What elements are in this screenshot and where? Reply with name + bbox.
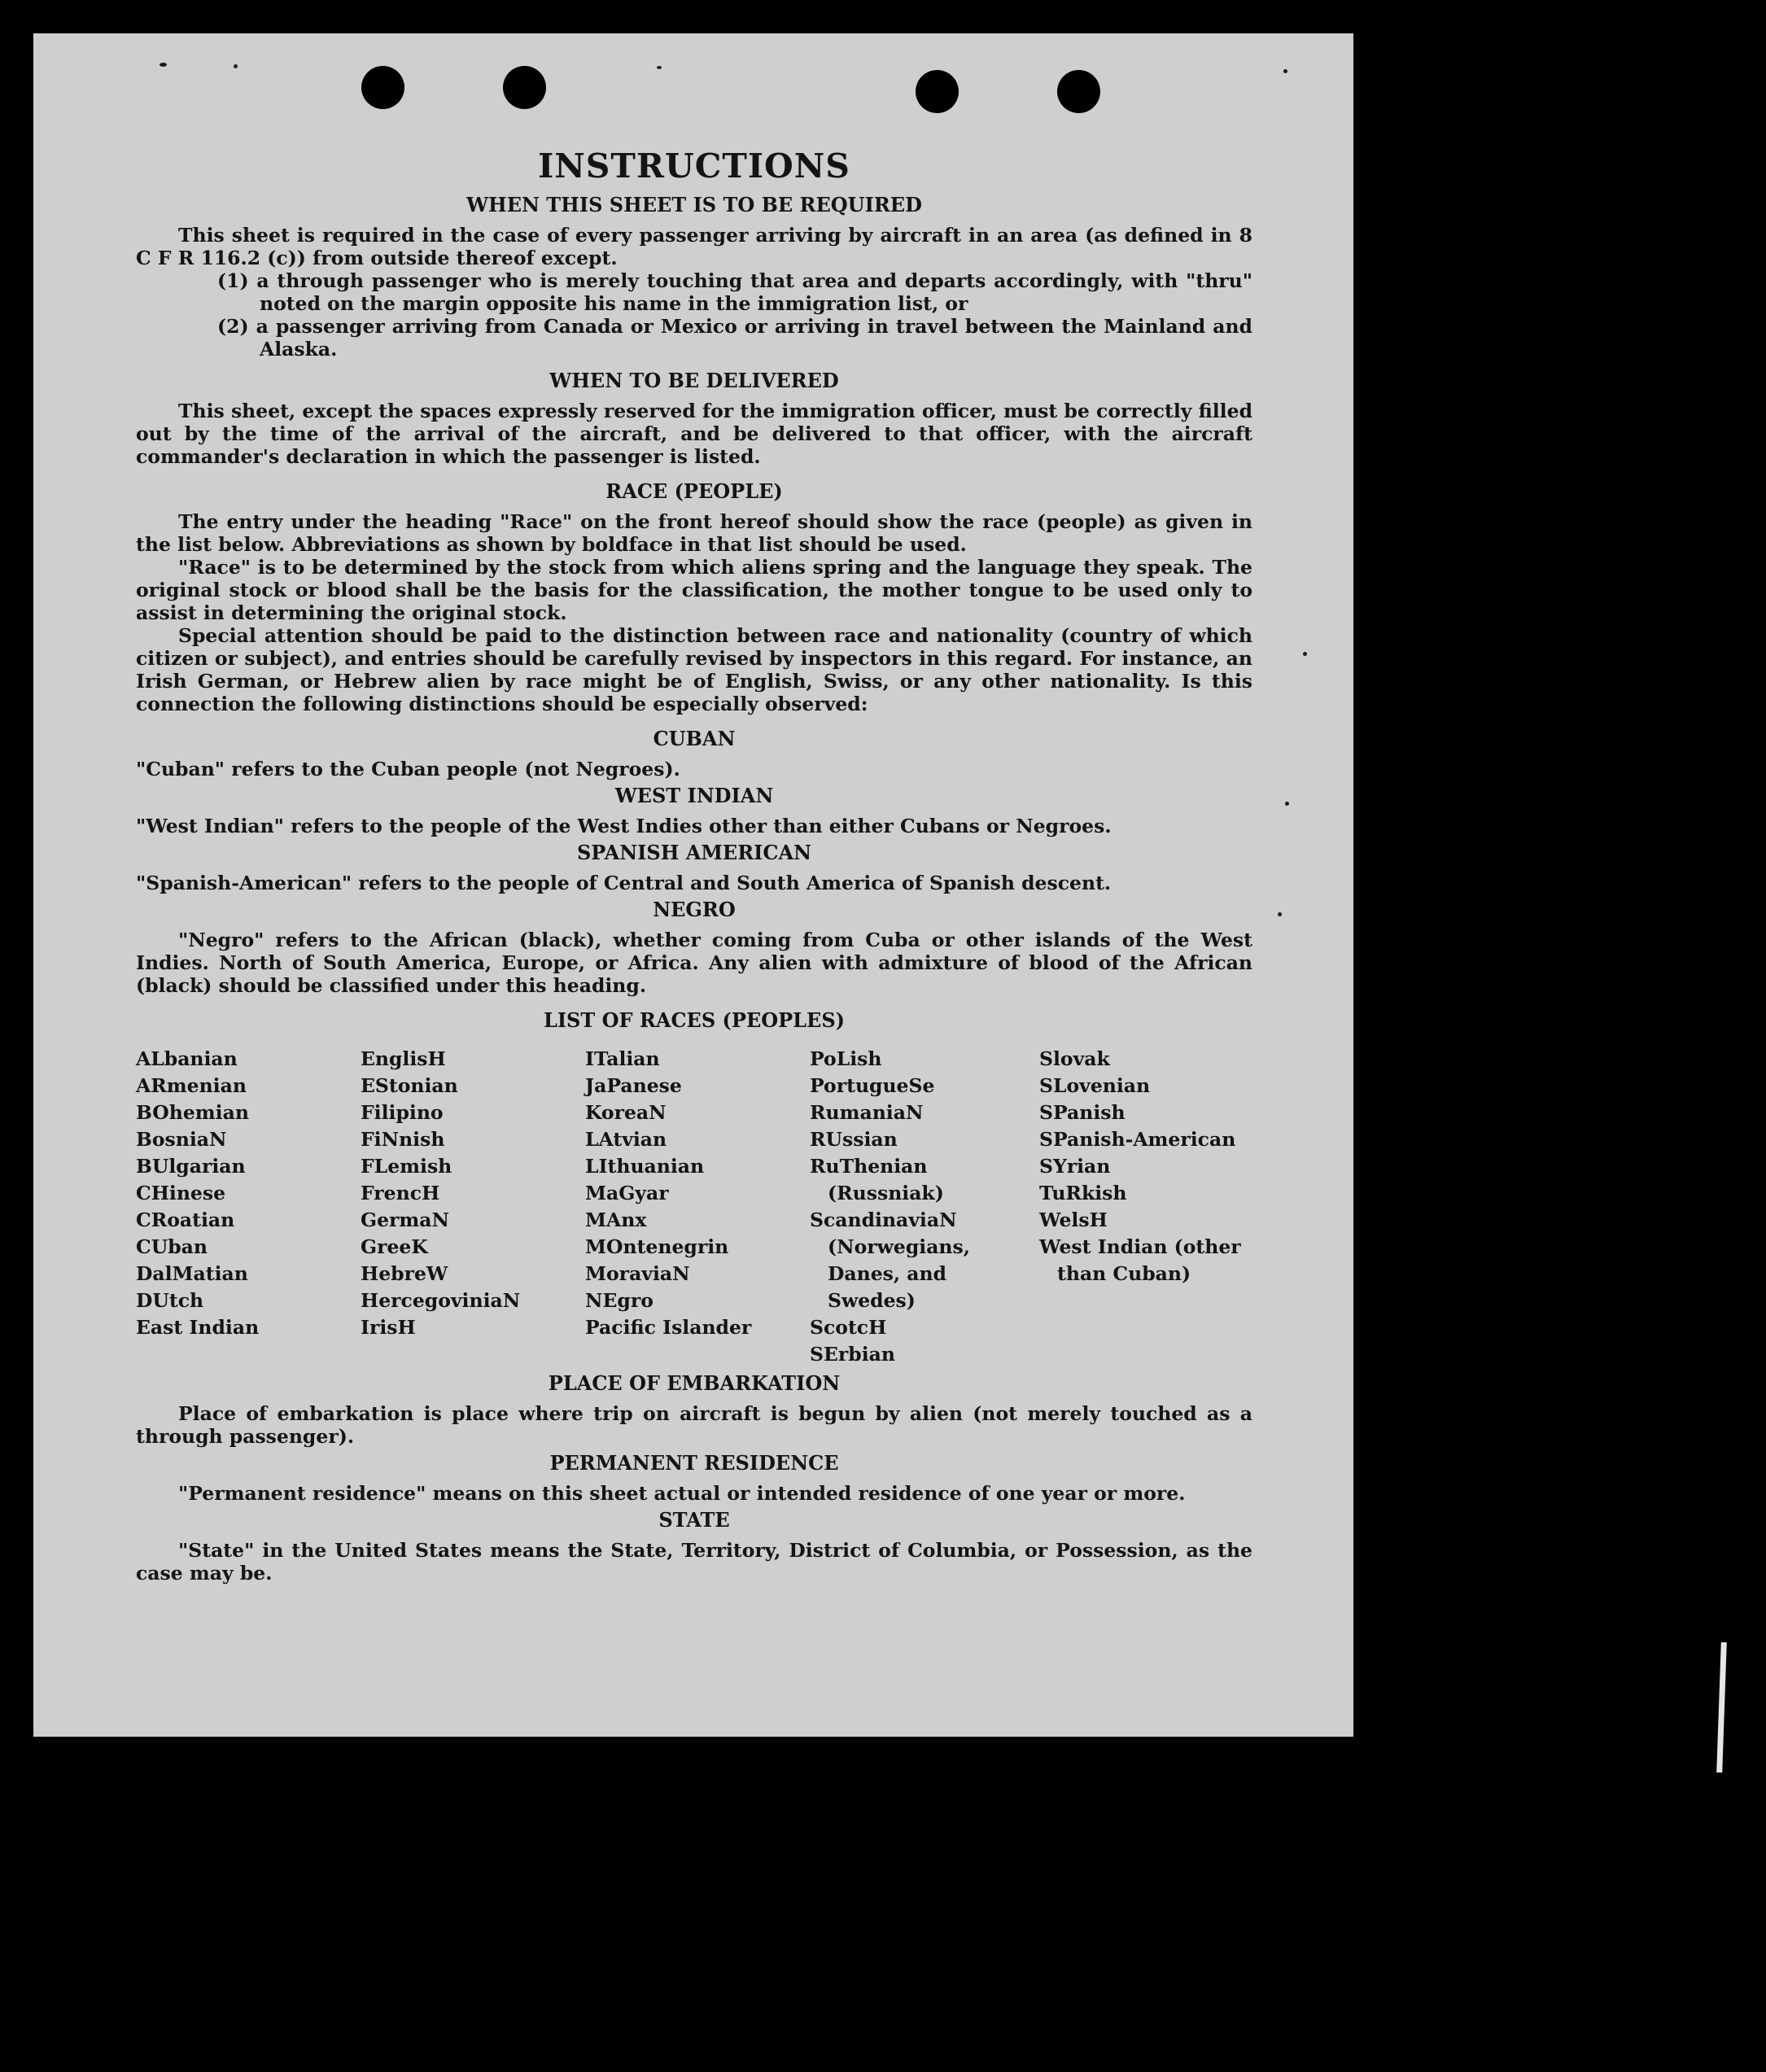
race-entry: ITalian [585, 1047, 660, 1070]
exception-item: (1) a through passenger who is merely touching that area and departs accordingly, with "thru" noted on the margin opposite his name in the immigration list, or [217, 269, 1252, 315]
section-heading-races-list: LIST OF RACES (PEOPLES) [543, 1008, 846, 1032]
exception-item: (2) a passenger arriving from Canada or Mexico or arriving in travel between the Mainland and Alaska. [217, 315, 1252, 361]
punch-hole [503, 66, 546, 109]
race-entry: SPanish-American [1039, 1128, 1236, 1151]
embarkation-paragraph: Place of embarkation is place where trip on aircraft is begun by alien (not merely touched as a through passenger). [136, 1402, 1252, 1448]
delivered-paragraph: This sheet, except the spaces expressly reserved for the immigration officer, must be correctly filled out by the time of the arrival of the aircraft, and be delivered to that officer, with the aircraft commander's declaration in which the passenger is listed. [136, 400, 1252, 468]
section-heading-spanish-american: SPANISH AMERICAN [576, 841, 812, 864]
section-heading-cuban: CUBAN [653, 727, 736, 750]
section-heading-residence: PERMANENT RESIDENCE [549, 1451, 839, 1475]
races-column [361, 1046, 585, 1368]
race-entry: SPanish [1039, 1101, 1126, 1124]
race-entry: CUban [136, 1235, 208, 1258]
races-column [136, 1046, 361, 1368]
race-entry: Filipino [361, 1101, 444, 1124]
race-entry: DUtch [136, 1289, 204, 1312]
dust-speck [234, 64, 238, 68]
race-entry: CRoatian [136, 1209, 235, 1231]
dust-speck [160, 63, 167, 67]
scan-streak [1716, 1642, 1727, 1773]
race-entry: TuRkish [1039, 1182, 1127, 1204]
document-page [33, 33, 1353, 1737]
race-entry: JaPanese [585, 1074, 682, 1097]
race-entry: PortugueSe [810, 1074, 935, 1097]
race-entry: GreeK [361, 1235, 428, 1258]
race-entry: ScotcH [810, 1316, 887, 1339]
race-entry: RuThenian (Russniak) [810, 1155, 944, 1204]
race-entry: GermaN [361, 1209, 449, 1231]
race-entry: BOhemian [136, 1101, 249, 1124]
punch-hole [1057, 70, 1100, 113]
punch-hole [916, 70, 959, 113]
state-paragraph: "State" in the United States means the State, Territory, District of Columbia, or Possession, as the case may be. [136, 1539, 1252, 1585]
race-paragraph: Special attention should be paid to the distinction between race and nationality (country of which citizen or subject), and entries should be carefully revised by inspectors in this regard. For instance, an Irish German, or Hebrew alien by race might be of English, Swiss, or any other nationality. Is this connection the following distinctions should be especially observed: [136, 624, 1252, 715]
race-entry: MOntenegrin [585, 1235, 729, 1258]
race-paragraph: "Race" is to be determined by the stock from which aliens spring and the language they speak. The original stock or blood shall be the basis for the classification, the mother tongue to be used only to assist in determining the original stock. [136, 556, 1252, 624]
race-entry: EStonian [361, 1074, 458, 1097]
section-heading-west-indian: WEST INDIAN [614, 784, 774, 807]
race-entry: SLovenian [1039, 1074, 1151, 1097]
race-entry: PoLish [810, 1047, 882, 1070]
race-entry: West Indian (other than Cuban) [1039, 1235, 1241, 1285]
race-entry: Pacific Islander [585, 1316, 752, 1339]
race-entry: IrisH [361, 1316, 416, 1339]
races-column [1039, 1046, 1252, 1368]
race-entry: BUlgarian [136, 1155, 246, 1178]
race-entry: RUssian [810, 1128, 898, 1151]
section-heading-negro: NEGRO [653, 898, 736, 921]
race-entry: HercegoviniaN [361, 1289, 521, 1312]
races-column [585, 1046, 810, 1368]
race-entry: LAtvian [585, 1128, 667, 1151]
race-entry: MAnx [585, 1209, 647, 1231]
residence-paragraph: "Permanent residence" means on this sheet actual or intended residence of one year or more. [178, 1482, 1186, 1505]
race-entry: WelsH [1039, 1209, 1108, 1231]
race-entry: FrencH [361, 1182, 440, 1204]
section-heading-race: RACE (PEOPLE) [605, 479, 783, 503]
section-heading-required: WHEN THIS SHEET IS TO BE REQUIRED [466, 193, 922, 216]
race-entry: BosniaN [136, 1128, 227, 1151]
west-indian-paragraph: "West Indian" refers to the people of the West Indies other than either Cubans or Negroes. [136, 815, 1112, 837]
spanish-american-paragraph: "Spanish-American" refers to the people of Central and South America of Spanish descent. [136, 872, 1112, 894]
dust-speck [1285, 802, 1289, 806]
race-entry: DalMatian [136, 1262, 248, 1285]
race-entry: ARmenian [136, 1074, 247, 1097]
races-column [810, 1046, 1039, 1368]
race-entry: Slovak [1039, 1047, 1110, 1070]
race-entry: NEgro [585, 1289, 654, 1312]
race-paragraph: The entry under the heading "Race" on the front hereof should show the race (people) as given in the list below. Abbreviations as shown by boldface in that list should be used. [136, 510, 1252, 556]
race-entry: ScandinaviaN (Norwegians, Danes, and Swedes) [810, 1209, 970, 1312]
page-title: INSTRUCTIONS [538, 146, 850, 186]
race-entry: RumaniaN [810, 1101, 924, 1124]
race-entry: SYrian [1039, 1155, 1111, 1178]
race-entry: EnglisH [361, 1047, 446, 1070]
negro-paragraph: "Negro" refers to the African (black), whether coming from Cuba or other islands of the West Indies. North of South America, Europe, or Africa. Any alien with admixture of blood of the African (black) should be classified under this heading. [136, 929, 1252, 997]
race-entry: MaGyar [585, 1182, 669, 1204]
dust-speck [1278, 912, 1282, 916]
race-entry: ALbanian [136, 1047, 238, 1070]
race-entry: CHinese [136, 1182, 226, 1204]
section-heading-embarkation: PLACE OF EMBARKATION [548, 1371, 841, 1395]
race-entry: FiNnish [361, 1128, 445, 1151]
required-intro: This sheet is required in the case of every passenger arriving by aircraft in an area (as defined in 8 C F R 116.2 (c)) from outside thereof except. [136, 224, 1252, 269]
race-entry: SErbian [810, 1343, 895, 1366]
races-list [136, 1046, 1252, 1368]
instructions-text [136, 116, 1252, 1585]
cuban-paragraph: "Cuban" refers to the Cuban people (not Negroes). [136, 758, 680, 780]
race-entry: LIthuanian [585, 1155, 705, 1178]
dust-speck [1303, 652, 1307, 656]
race-entry: KoreaN [585, 1101, 667, 1124]
dust-speck [1283, 69, 1287, 73]
dust-speck [657, 66, 662, 69]
race-entry: HebreW [361, 1262, 448, 1285]
section-heading-delivered: WHEN TO BE DELIVERED [549, 369, 839, 392]
section-heading-state: STATE [658, 1508, 730, 1532]
punch-hole [361, 66, 404, 109]
race-entry: MoraviaN [585, 1262, 690, 1285]
race-entry: FLemish [361, 1155, 452, 1178]
race-entry: East Indian [136, 1316, 260, 1339]
